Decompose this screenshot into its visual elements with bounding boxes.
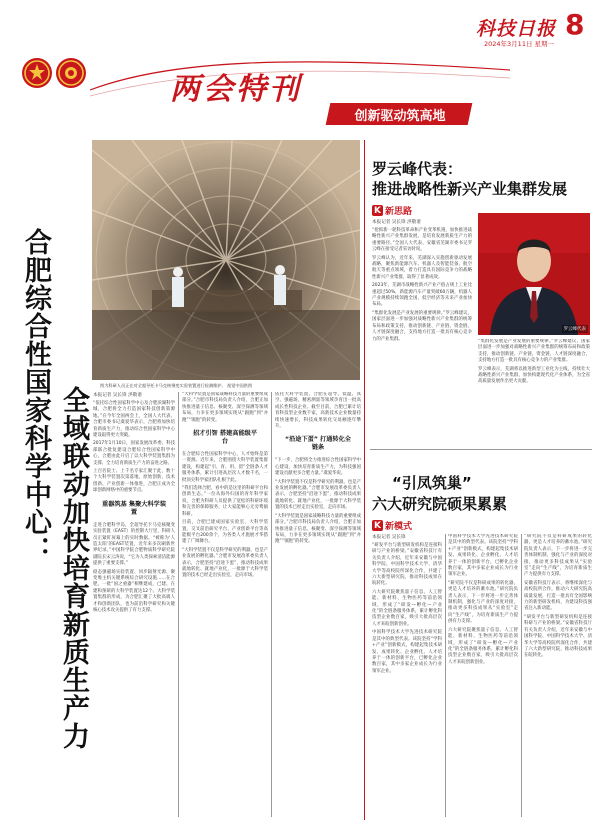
- paragraph: “大科学装置不仅是科学研究的利器，也是产业发展的孵化器。”合肥市发展改革委负责人表示，合肥坚持“沿途下蛋”，推动科技成果就地转化、就地产业化，一批源于大科学装置的技术已经走出实验室，走向市场。: [182, 547, 268, 579]
- paragraph: “大科学装置不仅是科学研究的利器，也是产业发展的孵化器。”合肥市发展改革委负责人表示，合肥坚持“沿途下蛋”，推动科技成果就地转化、就地产业化，一批源于大科学装置的技术已经走出实验室，走向市场。: [275, 479, 361, 511]
- column-divider: [178, 392, 179, 817]
- main-byline: [93, 392, 175, 398]
- paragraph: 六大研究院聚焦量子信息、人工智能、新材料、生物医药等前沿领域，形成了“研发—孵化—产业化”的全链条服务体系，累计孵化科技型企业数百家，吸引大批高层次人才来皖创新创业。: [372, 589, 442, 627]
- paragraph: “大科学装置是国家战略科技力量的重要组成部分。”合肥市科技局负责人介绍，合肥正加快推进量子信息、核聚变、深空探测等领域布局，力争在更多领域实现从“跟跑”到“并跑”“领跑”的转变。: [275, 513, 361, 545]
- date-line: 2024年3月11日 星期一: [484, 40, 555, 48]
- column-divider: [271, 392, 272, 817]
- paragraph: “大科学装置是国家战略科技力量的重要组成部分。”合肥市科技局负责人介绍，合肥正加快推进量子信息、核聚变、深空探测等领域布局，力争在更多领域实现从“跟跑”到“并跑”“领跑”的转变。: [182, 392, 268, 423]
- story3-tag: [372, 519, 412, 532]
- paragraph: “下一步，合肥将全力推进综合性国家科学中心建设，加快培育新质生产力，为科技强国建设贡献更多合肥力量。”虞爱华说。: [275, 458, 361, 477]
- page-number: 8: [565, 8, 585, 41]
- k-tag-icon: K: [372, 205, 383, 216]
- paragraph: “抢抓新一轮科技革命和产业变革机遇，加快推进战略性新兴产业集群发展，是培育发展新质生产力的重要路径。”全国人大代表、安徽省芜湖市委书记罗云峰在接受记者采访时说。: [372, 228, 472, 253]
- main-headline-line2: 全域联动加快培育新质生产力: [58, 386, 89, 750]
- column-divider: [521, 534, 522, 817]
- story2-col1: [372, 219, 472, 444]
- paragraph: 中国科学技术大学先进技术研究院是其中的典型代表。该院坚持“学科+产业”创新模式，构建起集技术研发、成果转化、企业孵化、人才培养于一体的创新平台，已孵化企业数百家，其中多家企业成长为行业领军企业。: [372, 630, 442, 674]
- paragraph: 目前，合肥已建成国家实验室、大科学装置、交叉前沿研究平台、产业创新平台等高能级平台200余个，为各类人才施展才华搭建了广阔舞台。: [182, 520, 268, 545]
- cppcc-emblem-icon: [56, 58, 86, 88]
- paragraph: 罗云峰表示，芜湖将以推进新型工业化为主线，持续壮大战略性新兴产业集群，加快构建现代化产业体系，为全省高质量发展作出更大贡献。: [478, 366, 590, 385]
- paragraph: 依托大科学装置，合肥在超导、低温、真空、强磁场、精密测量等领域孕育出一批高成长性科技企业。截至目前，合肥已累计培育科技型企业数千家，高新技术企业数量持续快速增长，科技成果转化交易额逐年攀升。: [275, 392, 361, 430]
- paragraph: “研究院不仅是科研成果的转化器，更是人才培养的蓄水池。”研究院负责人表示，下一步将进一步完善体制机制，强化与产业的深度对接，推动更多科技成果从“实验室”走向“生产线”，为培育新质生产力提供有力支撑。: [448, 580, 518, 625]
- paragraph: “研发平台与新型研发机构是连接科研与产业的桥梁。”安徽省科技厅有关负责人介绍，近年来安徽与中国科学院、中国科学技术大学、清华大学等高校院所深化合作，共建了六大新型研究院，推动科技成果在皖转化。: [524, 614, 592, 659]
- header-band: [0, 0, 598, 150]
- story2-byline: 本报记者 吴长锋 洪敬谱: [372, 220, 421, 225]
- paragraph: “依托综合性国家科学中心及合肥滨湖科学城，合肥将全力打造国家科技创新策源地。”在今年全国两会上，全国人大代表、合肥市委书记虞爱华表示，合肥将加快培育新质生产力，推动综合性国家科学中心建设取得更大突破。: [93, 401, 175, 439]
- story-divider: [370, 449, 592, 450]
- paragraph: 六大研究院聚焦量子信息、人工智能、新材料、生物医药等前沿领域，形成了“研发—孵化—产业化”的全链条服务体系，累计孵化科技型企业数百家，吸引大批高层次人才来皖创新创业。: [448, 627, 518, 665]
- main-headline-line1: 合肥综合性国家科学中心：: [20, 228, 51, 564]
- story2-headline-line1: 罗云峰代表：: [372, 160, 463, 178]
- national-emblem-icon: [22, 58, 52, 88]
- story2-tag: [372, 204, 412, 217]
- subhead: 招才引智 搭建高能级平台: [192, 430, 258, 446]
- paragraph: 2017年1月10日，国家发展改革委、科技部联合批复建设合肥综合性国家科学中心，合肥由此开启了以大科学装置集群为支撑、全力培育新质生产力的奋进之路。: [93, 441, 175, 466]
- story3-headline-line2: 六大研究院硕果累累: [372, 495, 508, 513]
- main-photo: [92, 140, 360, 380]
- paragraph: 上百名院士、上千名专家汇聚于此，数十个大科学装置次第落地，原始创新、技术创新、产业创新一体推进，合肥正成为全球创新网络中的重要节点。: [93, 469, 175, 494]
- k-tag-icon: K: [372, 520, 383, 531]
- paragraph: 安徽省科技厅表示，将继续深化与高校院所合作，推动六大研究院高质量发展，打造一批具有全国影响力的新型研发机构，为建设科技强省注入新动能。: [524, 580, 592, 612]
- section-banner-text: 创新驱动筑高地: [354, 109, 446, 124]
- paragraph: 罗云峰认为，近年来，芜湖深入实施创新驱动发展战略，聚焦新能源汽车、机器人及智能装备、航空航天等重点领域，着力打造具有国际竞争力的战略性新兴产业集群，取得了显著成效。: [372, 255, 472, 280]
- special-edition-title: 两会特刊: [170, 72, 302, 107]
- paragraph: 中国科学技术大学先进技术研究院是其中的典型代表。该院坚持“学科+产业”创新模式，构建起集技术研发、成果转化、企业孵化、人才培养于一体的创新平台，已孵化企业数百家，其中多家企业成长为行业领军企业。: [448, 534, 518, 578]
- story3-headline-line1: “引凤筑巢”: [392, 474, 472, 492]
- story3-col1: [372, 534, 442, 817]
- story3-byline: 本报记者 吴长锋: [372, 535, 406, 540]
- story3-col2: [448, 534, 518, 817]
- column-divider: [445, 534, 446, 817]
- paragraph: “集群化发展是产业发展的重要规律。”罗云峰建议，国家层面进一步加强对战略性新兴产业集群的统筹布局和政策支持，推动创新链、产业链、资金链、人才链深度融合，支持地方打造一批具有核心竞争力的产业集群。: [372, 310, 472, 342]
- paragraph: 2023年，芜湖市战略性新兴产业产值占规上工业比重超过50%，新能源汽车产量突破60万辆，机器人产业规模持续领跑全国，低空经济等未来产业加快布局。: [372, 283, 472, 308]
- paragraph: 在合肥综合性国家科学中心，人才始终是第一资源。近年来，合肥围绕大科学装置集群建设，构建起“引、育、用、留”全链条人才服务体系，累计引进高层次人才数千名，一批顶尖科学家团队扎根于此。: [182, 452, 268, 483]
- story2-headline-line2: 推进战略性新兴产业集群发展: [372, 180, 568, 198]
- tag-label: 新思路: [385, 207, 413, 217]
- section-divider: [364, 140, 365, 820]
- paragraph: “集群化发展是产业发展的重要规律。”罗云峰建议，国家层面进一步加强对战略性新兴产业集群的统筹布局和政策支持，推动创新链、产业链、资金链、人才链深度融合，支持地方打造一批具有核心竞争力的产业集群。: [478, 339, 590, 364]
- subhead: “沿途下蛋” 打通转化全链条: [285, 436, 351, 452]
- subhead: 重器筑基 集聚大科学装置: [101, 500, 167, 516]
- story3-col3: [524, 534, 592, 817]
- portrait-caption: 罗云峰代表: [563, 327, 586, 332]
- byline-text: 本报记者 吴长锋 洪敬谱: [93, 393, 142, 398]
- paragraph: 走进合肥科学岛，全超导托卡马克核聚变实验装置（EAST）的控制大厅里，科研人员正紧盯屏幕上的实时数据。“被称为‘人造太阳’的EAST装置，近年来多次刷新世界纪录。”中国科学院合肥物质科学研究院副院长宋云涛说，“它为人类探索清洁能源提供了重要支撑。”: [93, 522, 175, 567]
- story2-col2: [478, 339, 590, 444]
- main-story-col2: [182, 392, 268, 817]
- main-story-col1: [93, 392, 175, 817]
- tag-label: 新模式: [385, 522, 413, 532]
- paragraph: “我们选择合肥，看中的是这里的科研平台和创新生态。”一位从海外归国的青年科学家说，合肥为科研人员提供了宽松的科研环境和完善的保障服务，让大家能够心无旁骛搞科研。: [182, 486, 268, 517]
- story2-portrait: [478, 213, 590, 335]
- photo-caption: 图为科研人员正在对全超导托卡马克核聚变实验装置进行检测维护。 视觉中国供图: [100, 383, 253, 388]
- paragraph: “研究院不仅是科研成果的转化器，更是人才培养的蓄水池。”研究院负责人表示，下一步将进一步完善体制机制，强化与产业的深度对接，推动更多科技成果从“实验室”走向“生产线”，为培育新质生产力提供有力支撑。: [524, 534, 592, 578]
- paragraph: 稳态强磁场实验装置、同步辐射光源、聚变堆主机关键系统综合研究设施……在合肥，一批“国之重器”相继建成，已建、在建和预研的大科学装置达12个。大科学装置集群的形成，为合肥汇聚了大批高端人才和创新团队，也为前沿科学研究和关键核心技术攻关提供了有力支撑。: [93, 569, 175, 613]
- paragraph: “研发平台与新型研发机构是连接科研与产业的桥梁。”安徽省科技厅有关负责人介绍，近年来安徽与中国科学院、中国科学技术大学、清华大学等高校院所深化合作，共建了六大新型研究院，推动科技成果在皖转化。: [372, 543, 442, 587]
- paper-name: 科技日报: [476, 18, 557, 40]
- main-story-col3: [275, 392, 361, 817]
